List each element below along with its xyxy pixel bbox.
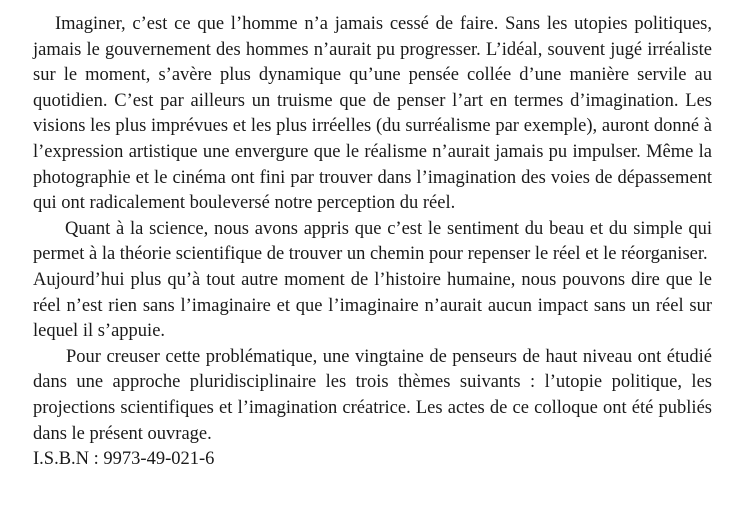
paragraph-problematique: Pour creuser cette problématique, une vingtaine de penseurs de haut niveau ont étudié dans une approche pluridisciplinaire les trois thèmes suivants : l’utopie politique, les projections scientifiques et l’imagination créatrice. Les actes de ce colloque ont été publiés dans le présent ouvrage. bbox=[33, 346, 712, 444]
isbn-line: I.S.B.N : 9973-49-021-6 bbox=[33, 449, 215, 470]
paragraph-science: Quant à la science, nous avons appris que c’est le sentiment du beau et du simple qui permet à la théorie scientifique de trouver un chemin pour repenser le réel et le réorganiser. bbox=[33, 218, 712, 265]
paragraph-imaginer: Imaginer, c’est ce que l’homme n’a jamais cessé de faire. Sans les utopies politiques, jamais le gouvernement des hommes n’aurait pu progresser. L’idéal, souvent jugé irréaliste sur le moment, s’avère plus dynamique qu’une pensée collée d’une manière servile au quotidien. C’est par ailleurs un truisme que de penser l’art en termes d’imagination. Les visions les plus imprévues et les plus irréelles (du surréalisme par exemple), auront donné à l’expression artistique une envergure que le réalisme n’aurait jamais pu impulser. Même la photographie et le cinéma ont fini par trouver dans l’imagination des voies de dépassement qui ont radicalement bouleversé notre perception du réel. bbox=[33, 14, 712, 214]
paragraph-aujourdhui: Aujourd’hui plus qu’à tout autre moment de l’histoire humaine, nous pouvons dire que le réel n’est rien sans l’imaginaire et que l’imaginaire n’aurait aucun impact sans un réel sur lequel il s’appuie. bbox=[33, 269, 712, 342]
